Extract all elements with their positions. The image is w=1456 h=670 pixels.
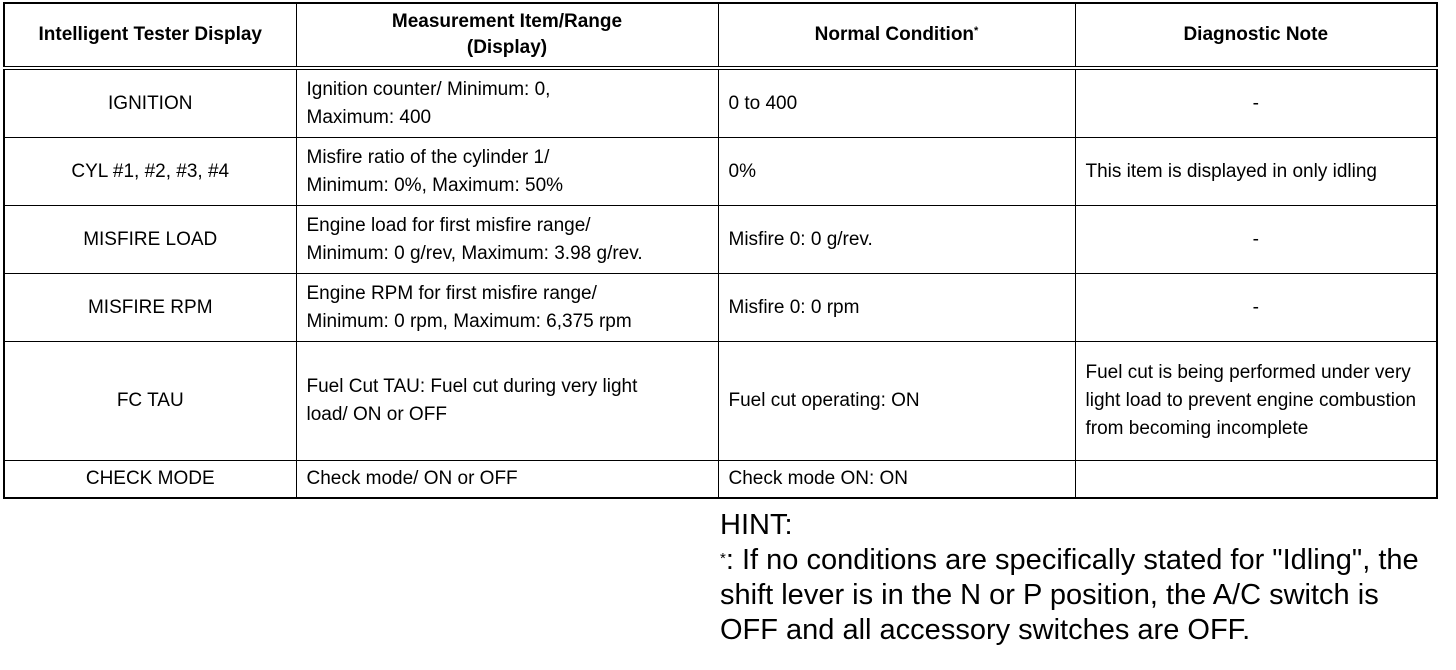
table-row xyxy=(4,206,1437,274)
cell-diagnostic-note: This item is displayed in only idling xyxy=(1075,138,1437,206)
cell-measurement xyxy=(296,68,718,138)
cell-measurement-line2: load/ ON or OFF xyxy=(306,404,447,425)
cell-normal-condition: Check mode ON: ON xyxy=(718,461,1075,499)
header-normal-condition-label: Normal Condition xyxy=(814,24,975,45)
cell-display: CHECK MODE xyxy=(4,461,296,499)
cell-measurement-line1: Engine load for first misfire range/ xyxy=(306,214,591,236)
cell-diagnostic-note: - xyxy=(1075,68,1437,138)
cell-measurement xyxy=(296,206,718,274)
cell-measurement: Check mode/ ON or OFF xyxy=(296,461,718,499)
cell-normal-condition: 0% xyxy=(718,138,1075,206)
header-measurement-item xyxy=(296,3,718,68)
cell-display: IGNITION xyxy=(4,68,296,138)
cell-measurement xyxy=(296,138,718,206)
cell-measurement xyxy=(296,342,718,461)
header-measurement-line1: Measurement Item/Range xyxy=(391,11,623,32)
cell-diagnostic-note: Fuel cut is being performed under very light load to prevent engine combustion from becoming incomplete xyxy=(1075,342,1437,461)
header-tester-display: Intelligent Tester Display xyxy=(4,3,296,68)
hint-note xyxy=(720,543,1440,648)
header-diagnostic-note: Diagnostic Note xyxy=(1075,3,1437,68)
cell-measurement-line1: Misfire ratio of the cylinder 1/ xyxy=(306,146,550,168)
table-row xyxy=(4,461,1437,499)
cell-display: CYL #1, #2, #3, #4 xyxy=(4,138,296,206)
hint-title: HINT: xyxy=(720,509,793,541)
cell-normal-condition: Misfire 0: 0 g/rev. xyxy=(718,206,1075,274)
cell-measurement-line1: Ignition counter/ Minimum: 0, xyxy=(306,78,551,100)
cell-display: FC TAU xyxy=(4,342,296,461)
table-row xyxy=(4,68,1437,138)
data-list-table xyxy=(3,2,1438,499)
cell-diagnostic-note: - xyxy=(1075,274,1437,342)
cell-normal-condition: Fuel cut operating: ON xyxy=(718,342,1075,461)
table-row xyxy=(4,274,1437,342)
cell-measurement xyxy=(296,274,718,342)
header-footnote-marker: * xyxy=(974,25,979,37)
cell-diagnostic-note: - xyxy=(1075,206,1437,274)
cell-measurement-line2: Maximum: 400 xyxy=(306,106,432,128)
hint-footnote-marker: * xyxy=(720,550,726,567)
cell-measurement-line1: Fuel Cut TAU: Fuel cut during very light xyxy=(306,376,638,397)
cell-normal-condition: Misfire 0: 0 rpm xyxy=(718,274,1075,342)
cell-display: MISFIRE LOAD xyxy=(4,206,296,274)
header-measurement-line2: (Display) xyxy=(466,37,548,58)
table-row xyxy=(4,342,1437,461)
hint-section xyxy=(720,508,1440,648)
cell-measurement-line2: Minimum: 0 g/rev, Maximum: 3.98 g/rev. xyxy=(306,242,643,264)
cell-normal-condition: 0 to 400 xyxy=(718,68,1075,138)
table-row xyxy=(4,138,1437,206)
cell-measurement-line2: Minimum: 0%, Maximum: 50% xyxy=(306,174,564,196)
data-list-table-container xyxy=(3,2,1436,499)
cell-measurement-line1: Engine RPM for first misfire range/ xyxy=(306,282,597,304)
header-normal-condition xyxy=(718,3,1075,68)
cell-display: MISFIRE RPM xyxy=(4,274,296,342)
hint-text: : If no conditions are specifically stated for "Idling", the shift lever is in the N or P position, the A/C switch is OFF and all accessory switches are OFF. xyxy=(720,544,1419,646)
table-header-row xyxy=(4,3,1437,68)
cell-measurement-line2: Minimum: 0 rpm, Maximum: 6,375 rpm xyxy=(306,310,632,332)
cell-diagnostic-note xyxy=(1075,461,1437,499)
